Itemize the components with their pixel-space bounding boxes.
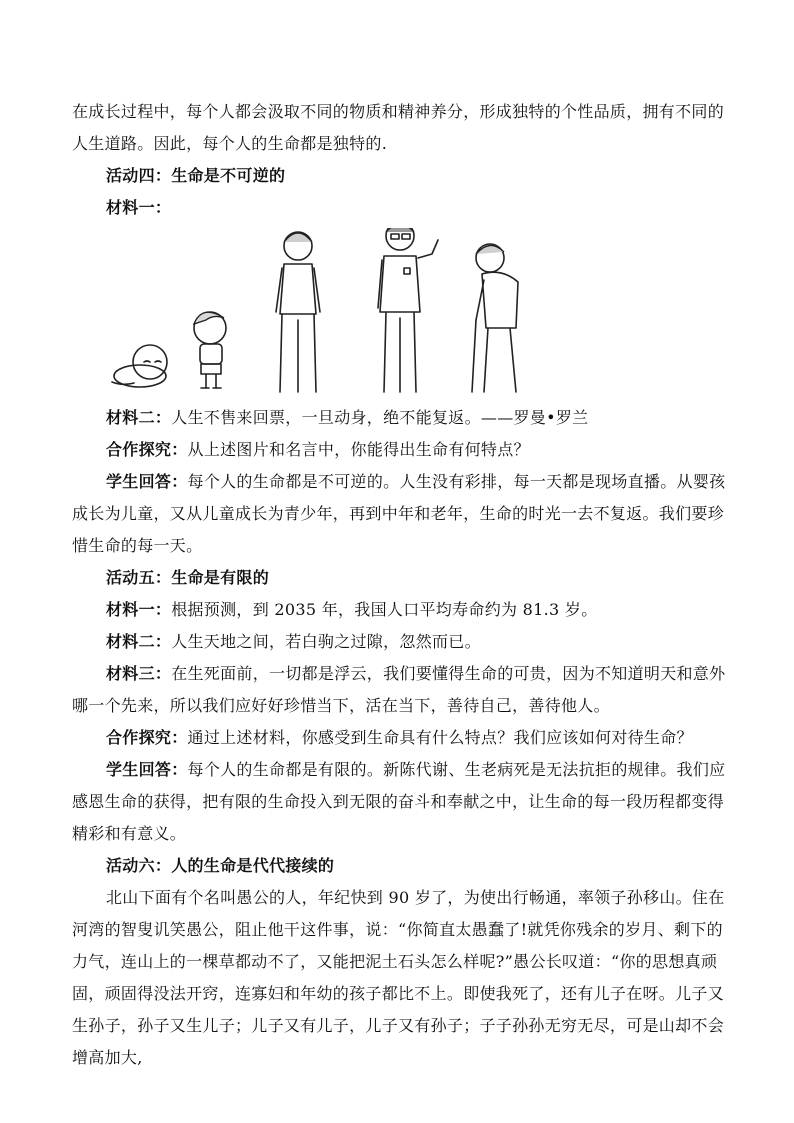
activity5-heading bbox=[72, 562, 732, 594]
activity6-title: 活动六：人的生命是代代接续的 bbox=[106, 856, 335, 875]
activity6-story: 北山下面有个名叫愚公的人，年纪快到 90 岁了，为使出行畅通，率领子孙移山。住在河湾的智叟讥笑愚公，阻止他干这件事，说：“你简直太愚蠢了!就凭你残余的岁月、剩下的力气，连山上的一棵草都动不了，又能把泥土石头怎么样呢?”愚公长叹道：“你的思想真顽固，顽固得没法开窍，连寡妇和年幼的孩子都比不上。即使我死了，还有儿子在呀。儿子又生孙子，孙子又生儿子；儿子又有儿子，儿子又有孙子；子子孙孙无穷无尽，可是山却不会增高加大, bbox=[72, 888, 725, 1067]
activity5-material3-text: 在生死面前，一切都是浮云，我们要懂得生命的可贵，因为不知道明天和意外哪一个先来，所以我们应好好珍惜当下，活在当下，善待自己，善待他人。 bbox=[72, 664, 726, 715]
activity4-title: 活动四：生命是不可逆的 bbox=[106, 166, 286, 185]
activity5-material2-text: 人生天地之间，若白驹之过隙，忽然而已。 bbox=[171, 632, 481, 651]
activity5-material1-text: 根据预测，到 2035 年，我国人口平均寿命约为 81.3 岁。 bbox=[171, 600, 598, 619]
activity5-explore-label: 合作探究： bbox=[106, 728, 188, 747]
young-man-icon bbox=[276, 232, 320, 392]
activity4-material2-text: 人生不售来回票，一旦动身，绝不能复返。——罗曼•罗兰 bbox=[171, 408, 589, 427]
activity5-answer-text: 每个人的生命都是有限的。新陈代谢、生老病死是无法抗拒的规律。我们应感恩生命的获得，把有限的生命投入到无限的奋斗和奉献之中，让生命的每一段历程都变得精彩和有意义。 bbox=[72, 760, 726, 843]
activity5-answer bbox=[72, 754, 732, 850]
activity5-material3 bbox=[72, 658, 732, 722]
activity4-material2-label: 材料二： bbox=[106, 408, 172, 427]
activity4-explore bbox=[72, 434, 732, 466]
activity5-material3-label: 材料三： bbox=[106, 664, 172, 683]
activity4-explore-text: 从上述图片和名言中，你能得出生命有何特点？ bbox=[187, 440, 530, 459]
activity4-answer bbox=[72, 466, 732, 562]
activity4-material2 bbox=[72, 402, 732, 434]
activity4-material1 bbox=[72, 192, 732, 224]
activity4-material1-label: 材料一： bbox=[106, 198, 172, 217]
activity5-material1-label: 材料一： bbox=[106, 600, 172, 619]
activity4-explore-label: 合作探究： bbox=[106, 440, 188, 459]
elderly-man-icon bbox=[472, 244, 518, 392]
activity4-answer-label: 学生回答： bbox=[106, 472, 188, 491]
activity4-heading bbox=[72, 160, 732, 192]
life-stages-figure bbox=[100, 228, 560, 400]
middle-aged-man-icon bbox=[378, 228, 438, 392]
document-body bbox=[72, 96, 732, 1074]
activity5-explore-text: 通过上述材料，你感受到生命具有什么特点？我们应该如何对待生命？ bbox=[187, 728, 693, 747]
activity5-answer-label: 学生回答： bbox=[106, 760, 188, 779]
activity5-material1 bbox=[72, 594, 732, 626]
activity5-material2 bbox=[72, 626, 732, 658]
activity4-answer-text: 每个人的生命都是不可逆的。人生没有彩排，每一天都是现场直播。从婴孩成长为儿童，又从儿童成长为青少年，再到中年和老年，生命的时光一去不复返。我们要珍惜生命的每一天。 bbox=[72, 472, 726, 555]
life-stages-illustration bbox=[72, 228, 732, 400]
child-icon bbox=[194, 312, 226, 388]
activity5-explore bbox=[72, 722, 732, 754]
activity5-material2-label: 材料二： bbox=[106, 632, 172, 651]
activity6-heading bbox=[72, 850, 732, 882]
baby-icon bbox=[112, 345, 167, 387]
intro-paragraph: 在成长过程中，每个人都会汲取不同的物质和精神养分，形成独特的个性品质，拥有不同的人生道路。因此，每个人的生命都是独特的. bbox=[72, 102, 725, 153]
activity5-title: 活动五：生命是有限的 bbox=[106, 568, 270, 587]
